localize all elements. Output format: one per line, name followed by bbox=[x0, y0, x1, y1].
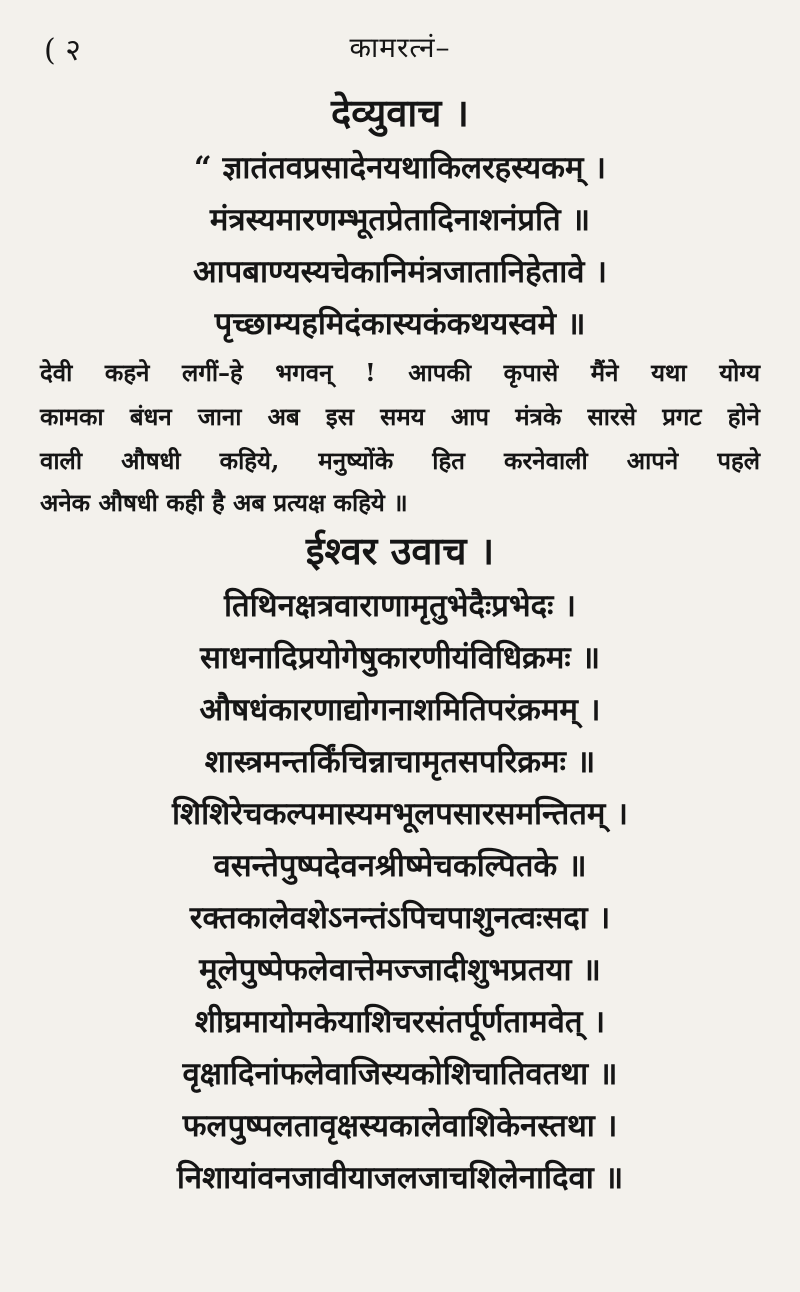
verse-line: रक्तकालेवशेऽनन्तंऽपिचपाशुनत्वःसदा । bbox=[189, 900, 611, 936]
page-number: ( २ bbox=[44, 33, 81, 68]
page-header bbox=[0, 28, 800, 68]
prose-line: कामका बंधन जाना अब इस समय आप मंत्रके सारसे प्रगट होने bbox=[40, 402, 760, 431]
prose-line: अनेक औषधी कही है अब प्रत्यक्ष कहिये ॥ bbox=[40, 488, 408, 517]
verse-line: वृक्षादिनांफलेवाजिस्यकोशिचातिवतथा ॥ bbox=[182, 1056, 618, 1092]
section-heading-ishvara-uvacha: ईश्वर उवाच । bbox=[305, 528, 495, 573]
verse-line: शास्त्रमन्तर्किंचिन्नाचामृतसपरिक्रमः ॥ bbox=[204, 744, 596, 780]
verse-line: शिशिरेचकल्पमास्यमभूलपसारसमन्तितम् । bbox=[171, 796, 628, 832]
running-title: कामरत्नं– bbox=[349, 31, 451, 64]
section-heading-devi-uvacha: देव्युवाच । bbox=[331, 90, 469, 135]
prose-line: देवी कहने लगीं–हे भगवन् ! आपकी कृपासे मैंने यथा योग्य bbox=[40, 358, 760, 387]
verse-line: मूलेपुष्पेफलेवात्तेमज्जादीशुभप्रतया ॥ bbox=[199, 952, 601, 988]
verse-line: फलपुष्पलतावृक्षस्यकालेवाशिकेनस्तथा । bbox=[182, 1108, 618, 1144]
prose-line: वाली औषधी कहिये, मनुष्योंके हित करनेवाली आपने पहले bbox=[40, 446, 760, 475]
verse-line: निशायांवनजावीयाजलजाचशिलेनादिवा ॥ bbox=[176, 1160, 624, 1196]
verse-line: मंत्रस्यमारणम्भूतप्रेतादिनाशनंप्रति ॥ bbox=[209, 202, 591, 238]
verse-line: शीघ्रमायोमकेयाशिचरसंतर्पूर्णतामवेत् । bbox=[194, 1004, 606, 1040]
verse-line: आपबाण्यस्यचेकानिमंत्रजातानिहेतावे । bbox=[192, 254, 608, 290]
verse-line: पृच्छाम्यहमिदंकास्यकंकथयस्वमे ॥ bbox=[214, 306, 586, 342]
verse-line: वसन्तेपुष्पदेवनश्रीष्मेचकल्पितके ॥ bbox=[213, 848, 587, 884]
verse-line: “ ज्ञातंतवप्रसादेनयथाकिलरहस्यकम् । bbox=[193, 150, 607, 186]
verse-line: तिथिनक्षत्रवाराणामृतुभेदैःप्रभेदः । bbox=[224, 588, 576, 624]
verse-line: औषधंकारणाद्योगनाशमितिपरंक्रमम् । bbox=[199, 692, 601, 728]
verse-line: साधनादिप्रयोगेषुकारणीयंविधिक्रमः ॥ bbox=[199, 640, 601, 676]
